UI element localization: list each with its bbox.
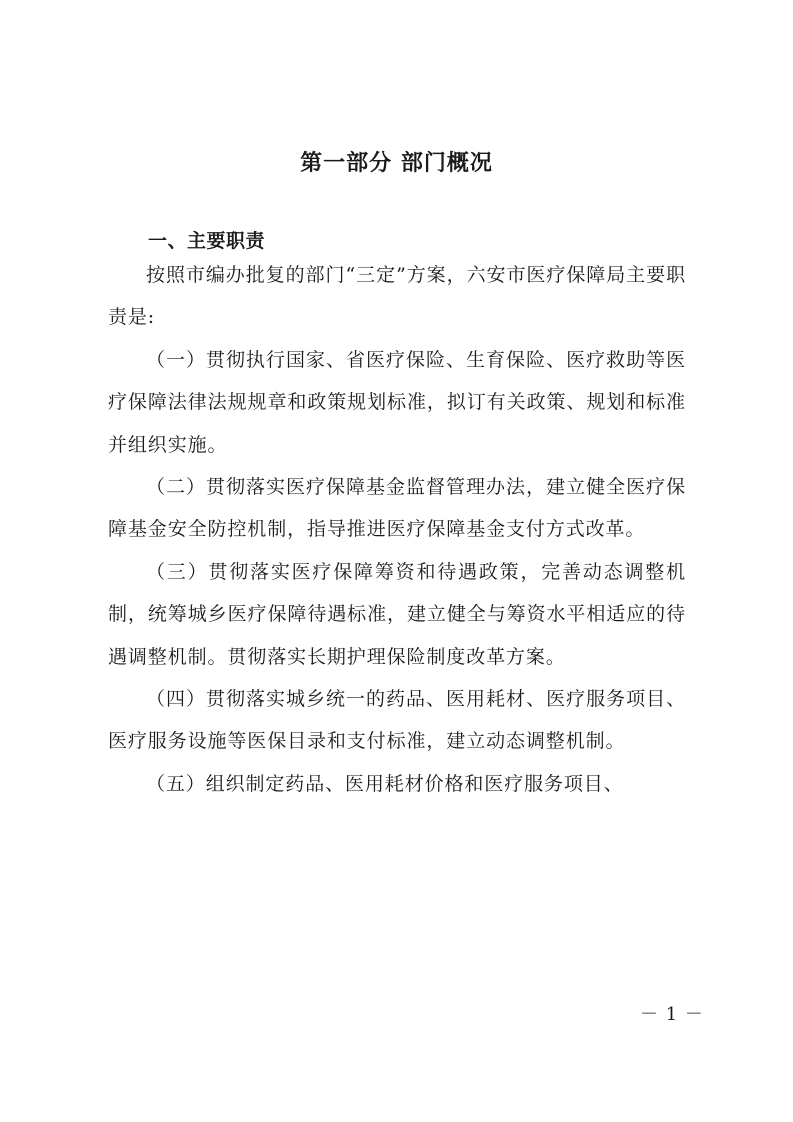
body-text — [108, 254, 686, 805]
paragraph-duty-1: （一）贯彻执行国家、省医疗保险、生育保险、医疗救助等医疗保障法律法规规章和政策规划标准，拟订有关政策、规划和标准并组织实施。 — [108, 348, 686, 456]
paragraph-duty-2: （二）贯彻落实医疗保障基金监督管理办法，建立健全医疗保障基金安全防控机制，指导推进医疗保障基金支付方式改革。 — [108, 476, 686, 541]
paragraph-duty-5: （五）组织制定药品、医用耗材价格和医疗服务项目、 — [146, 772, 624, 795]
paragraph-duty-3: （三）贯彻落实医疗保障筹资和待遇政策，完善动态调整机制，统筹城乡医疗保障待遇标准，建立健全与筹资水平相适应的待遇调整机制。贯彻落实长期护理保险制度改革方案。 — [108, 560, 686, 668]
section-heading: 一、主要职责 — [148, 230, 266, 252]
paragraph-duty-4: （四）贯彻落实城乡统一的药品、医用耗材、医疗服务项目、医疗服务设施等医保目录和支付标准，建立动态调整机制。 — [108, 688, 686, 753]
page-number: － 1 － — [640, 1004, 704, 1025]
page-title: 第一部分 部门概况 — [300, 151, 493, 176]
paragraph-intro: 按照市编办批复的部门“三定”方案，六安市医疗保障局主要职责是: — [108, 264, 686, 329]
